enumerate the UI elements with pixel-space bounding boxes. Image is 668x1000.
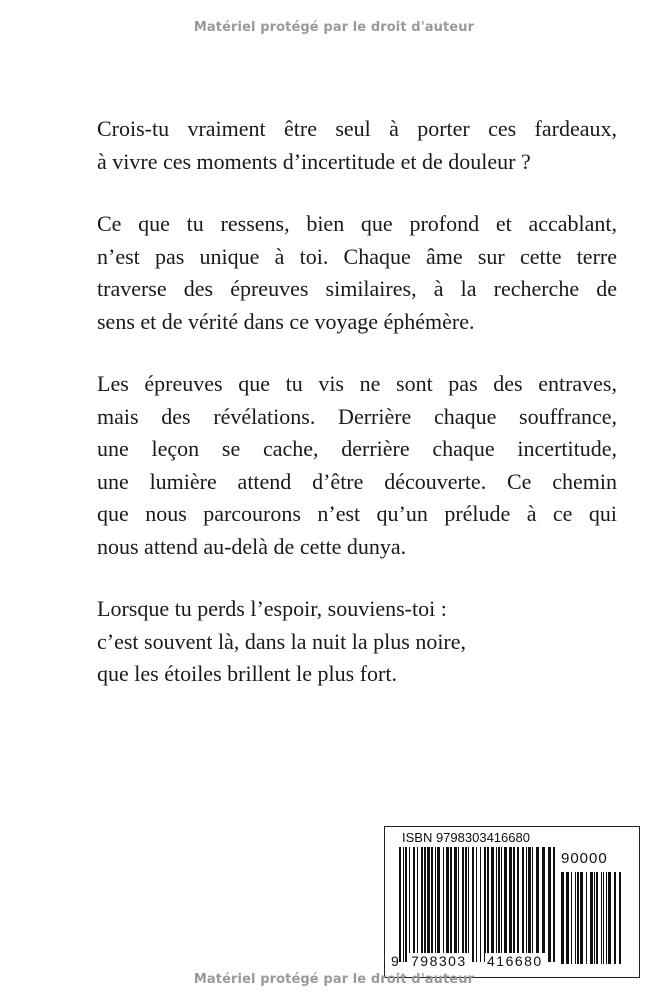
barcode-addon-bars — [561, 872, 621, 964]
barcode-bar — [435, 847, 436, 962]
barcode-bar — [480, 847, 481, 962]
barcode-bar — [443, 847, 444, 962]
barcode-bar — [405, 847, 407, 962]
barcode-bar — [399, 847, 401, 962]
barcode-bar — [431, 847, 433, 962]
barcode-digits-left: 798303 — [411, 953, 467, 969]
text-line: que nous parcourons n’est qu’un prélude à ce qui — [97, 501, 617, 526]
barcode-bar — [577, 872, 579, 964]
barcode-bar — [458, 847, 459, 962]
barcode-bar — [528, 847, 531, 962]
barcode-bar — [484, 847, 486, 962]
barcode-bar — [513, 847, 515, 962]
barcode-bar — [437, 847, 440, 962]
barcode-bar — [487, 847, 489, 962]
barcode-bar — [580, 872, 583, 964]
barcode-bar — [403, 847, 404, 962]
barcode-bar — [553, 847, 555, 962]
isbn-barcode — [384, 826, 640, 978]
back-cover-text — [97, 113, 617, 721]
barcode-bar — [446, 847, 449, 962]
barcode-bar — [526, 847, 527, 962]
barcode-bar — [427, 847, 430, 962]
barcode-bar — [496, 847, 497, 962]
text-line: Crois-tu vraiment être seul à porter ces fardeaux, — [97, 116, 617, 141]
barcode-bar — [606, 872, 607, 964]
barcode-bar — [465, 847, 467, 962]
barcode-bar — [454, 847, 457, 962]
barcode-bar — [413, 847, 415, 962]
barcode-bar — [608, 872, 611, 964]
text-line: nous attend au-delà de cette dunya. — [97, 533, 407, 559]
barcode-bar — [417, 847, 418, 962]
barcode-bar — [462, 847, 464, 962]
price-code: 90000 — [561, 850, 608, 867]
barcode-bar — [548, 847, 551, 962]
barcode-bar — [424, 847, 426, 962]
barcode-bar — [532, 847, 533, 962]
barcode-bar — [590, 872, 593, 964]
text-line: c’est souvent là, dans la nuit la plus noire, — [97, 628, 467, 654]
text-line: Ce que tu ressens, bien que profond et accablant, — [97, 211, 617, 236]
barcode-bar — [498, 847, 500, 962]
barcode-bar — [542, 847, 545, 962]
text-line: n’est pas unique à toi. Chaque âme sur cette terre — [97, 243, 617, 269]
text-line: traverse des épreuves similaires, à la recherche de — [97, 276, 617, 301]
barcode-bar — [575, 872, 576, 964]
barcode-bar — [509, 847, 512, 962]
text-line: sens et de vérité dans ce voyage éphémère. — [97, 308, 475, 334]
barcode-bar — [586, 872, 587, 964]
barcode-bar — [501, 847, 502, 962]
text-line: mais des révélations. Derrière chaque souffrance, — [97, 403, 617, 429]
barcode-bar — [421, 847, 423, 962]
barcode-bar — [472, 847, 474, 962]
barcode-bar — [596, 872, 598, 964]
barcode-bar — [468, 847, 469, 962]
barcode-bar — [522, 847, 524, 962]
barcode-digit-first: 9 — [391, 953, 401, 969]
copyright-watermark-bottom: Matériel protégé par le droit d'auteur — [193, 972, 475, 987]
text-line: Les épreuves que tu vis ne sont pas des entraves, — [97, 371, 617, 396]
text-line: que les étoiles brillent le plus fort. — [97, 661, 397, 686]
barcode-bar — [594, 872, 595, 964]
barcode-bar — [603, 872, 604, 964]
paragraph-2 — [97, 208, 617, 338]
isbn-label: ISBN 9798303416680 — [402, 830, 530, 845]
barcode-bar — [536, 847, 539, 962]
text-line: à vivre ces moments d’incertitude et de douleur ? — [97, 148, 531, 174]
barcode-bar — [561, 872, 564, 964]
barcode-bar — [504, 847, 507, 962]
barcode-bar — [450, 847, 452, 962]
barcode-main-bars — [399, 847, 555, 962]
barcode-digits-right: 416680 — [487, 953, 543, 969]
barcode-bar — [517, 847, 519, 962]
barcode-bar — [601, 872, 602, 964]
text-line: une leçon se cache, derrière chaque incertitude, — [97, 436, 617, 461]
paragraph-4 — [97, 593, 617, 691]
text-line: Lorsque tu perds l’espoir, souviens-toi : — [97, 596, 447, 621]
barcode-bar — [614, 872, 616, 964]
copyright-watermark-top: Matériel protégé par le droit d'auteur — [193, 20, 475, 35]
barcode-bar — [619, 872, 621, 964]
barcode-bar — [409, 847, 410, 962]
barcode-bar — [571, 872, 572, 964]
barcode-bar — [476, 847, 477, 962]
barcode-bar — [491, 847, 494, 962]
paragraph-1 — [97, 113, 617, 178]
text-line: une lumière attend d’être découverte. Ce chemin — [97, 468, 617, 494]
barcode-bar — [566, 872, 569, 964]
paragraph-3 — [97, 368, 617, 563]
